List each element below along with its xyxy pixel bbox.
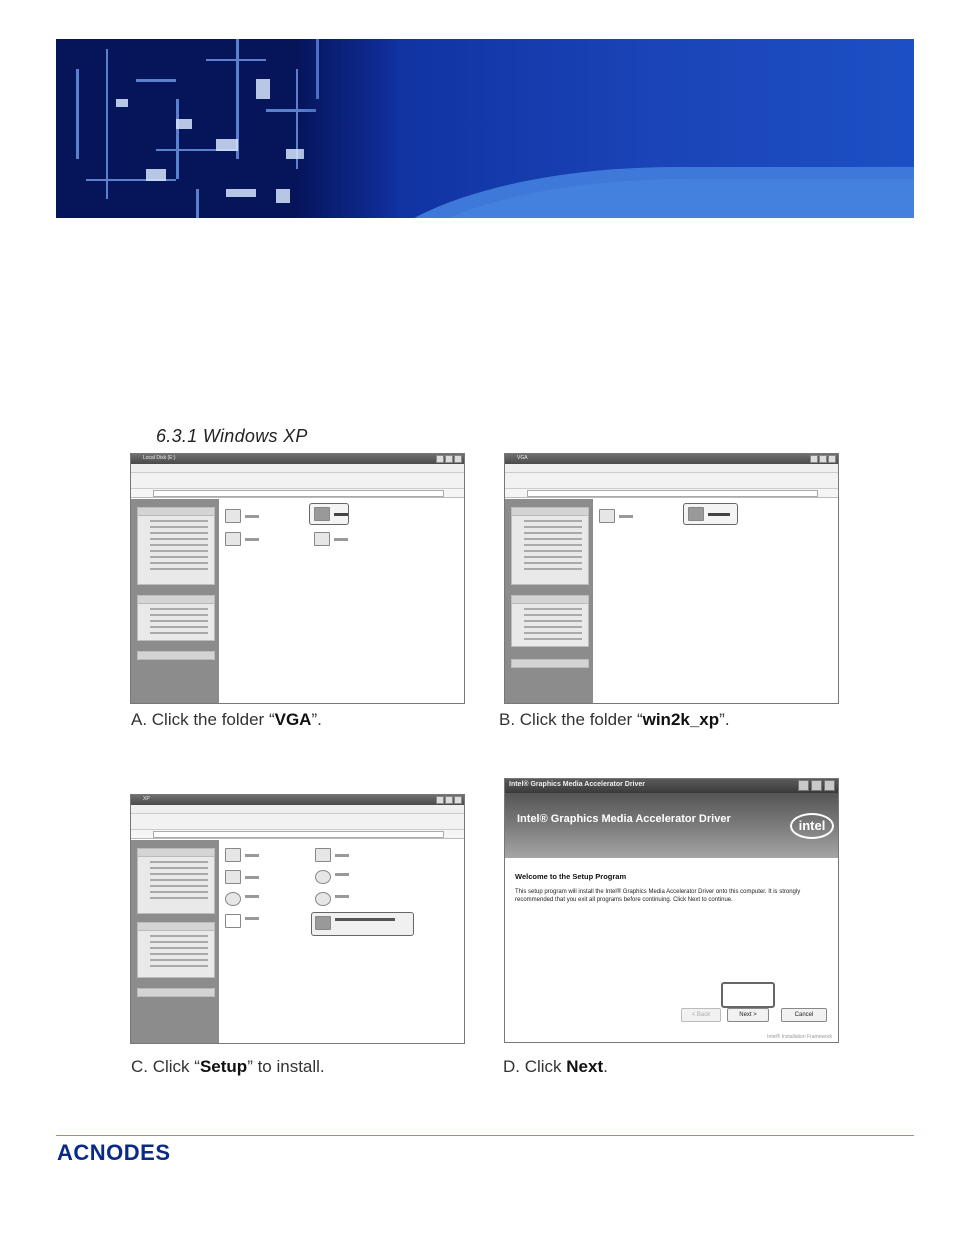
intel-logo: intel xyxy=(790,813,834,839)
footer-rule xyxy=(56,1135,914,1136)
header-banner xyxy=(56,39,914,218)
close-icon[interactable] xyxy=(824,780,835,791)
step-d-caption: D. Click Next. xyxy=(503,1057,608,1076)
welcome-text: This setup program will install the Intel® Graphics Media Accelerator Driver onto this computer. It is strongly recommended that you exit all programs before continuing. Click Next to continue. xyxy=(515,889,801,903)
minimize-icon[interactable] xyxy=(798,780,809,791)
task-pane xyxy=(131,499,219,703)
task-pane xyxy=(131,840,219,1043)
step-b-caption: B. Click the folder “win2k_xp”. xyxy=(499,710,730,729)
welcome-heading: Welcome to the Setup Program xyxy=(515,872,627,881)
step-a-caption: A. Click the folder “VGA”. xyxy=(131,710,322,729)
maximize-icon[interactable] xyxy=(811,780,822,791)
screenshot-xp-folder: XP xyxy=(130,794,465,1044)
installer-banner-title: Intel® Graphics Media Accelerator Driver xyxy=(517,813,731,825)
acnodes-logo: ACNODES xyxy=(57,1140,171,1165)
back-button[interactable]: < Back xyxy=(681,1008,721,1022)
screenshot-vga-folder: VGA xyxy=(504,453,839,704)
cancel-button[interactable]: Cancel xyxy=(781,1008,827,1022)
next-button-highlight xyxy=(721,982,775,1008)
task-pane xyxy=(505,499,593,703)
installer-window-title: Intel® Graphics Media Accelerator Driver xyxy=(509,781,646,788)
circuit-board-image xyxy=(56,39,396,218)
section-title: 6.3.1 Windows XP xyxy=(156,426,308,446)
step-c-caption: C. Click “Setup” to install. xyxy=(131,1057,325,1076)
screenshot-intel-installer xyxy=(504,778,839,1043)
next-button[interactable]: Next > xyxy=(727,1008,769,1022)
framework-label: Intel® Installation Framework xyxy=(767,1034,832,1040)
screenshot-local-disk: Local Disk (E:) xyxy=(130,453,465,704)
installer-banner xyxy=(505,793,838,858)
